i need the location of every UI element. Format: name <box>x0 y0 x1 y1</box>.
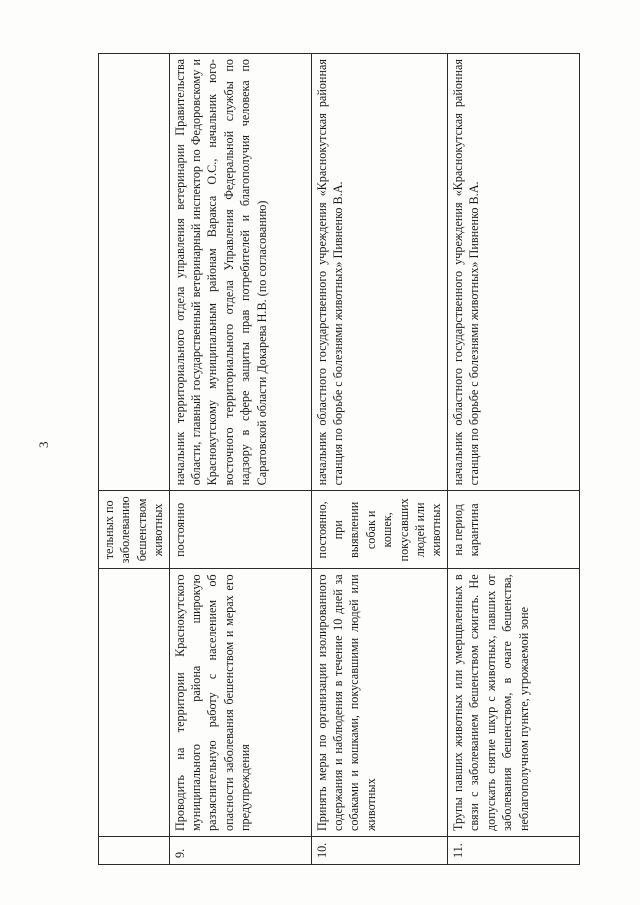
cell-who: начальник областного государственного учреждения «Краснокутская районная станция по борьбе с болезнями животных» Пивненко В.А. <box>311 54 447 491</box>
cell-action: Трупы павших животных или умерщвленных в связи с заболеванием бешенством сжигать. Не допускать снятие шкур с животных, павших от заболевания бешенством, в очаге бешенства, неблагополучном пункте, угрожаемой зоне <box>447 569 579 837</box>
cell-when: тельных по заболеванию бешенством животных <box>99 491 170 569</box>
table-row <box>169 54 311 865</box>
cell-action <box>99 569 170 837</box>
cell-when: постоянно <box>169 491 311 569</box>
cell-who <box>99 54 170 491</box>
plan-table <box>98 53 580 865</box>
table-row <box>99 54 170 865</box>
page-number: 3 <box>36 441 51 448</box>
cell-who: начальник территориального отдела управления ветеринарии Правительства области, главный государственный ветеринарный инспектор по Федоровскому и Краснокутскому муниципальным районам Варакса О.С., начальник юго-восточного территориального отдела Управления Федеральной службы по надзору в сфере защиты прав потребителей и благополучия человека по Саратовской области Докарева Н.В. (по согласованию) <box>169 54 311 491</box>
cell-action: Принять меры по организации изолированного содержания и наблюдения в течение 10 дней за собаками и кошками, покусавшими людей или животных <box>311 569 447 837</box>
cell-num: 11. <box>447 837 579 865</box>
cell-when: на период карантина <box>447 491 579 569</box>
cell-when: постоянно, при выявлении собак и кошек, покусавших людей или животных <box>311 491 447 569</box>
table-row <box>311 54 447 865</box>
cell-num: 9. <box>169 837 311 865</box>
cell-num <box>99 837 170 865</box>
cell-num: 10. <box>311 837 447 865</box>
table-row <box>447 54 579 865</box>
cell-action: Проводить на территории Краснокутского муниципального района широкую разъяснительную работу с населением об опасности заболевания бешенством и мерах его предупреждения <box>169 569 311 837</box>
cell-who: начальник областного государственного учреждения «Краснокутская районная станция по борьбе с болезнями животных» Пивненко В.А. <box>447 54 579 491</box>
